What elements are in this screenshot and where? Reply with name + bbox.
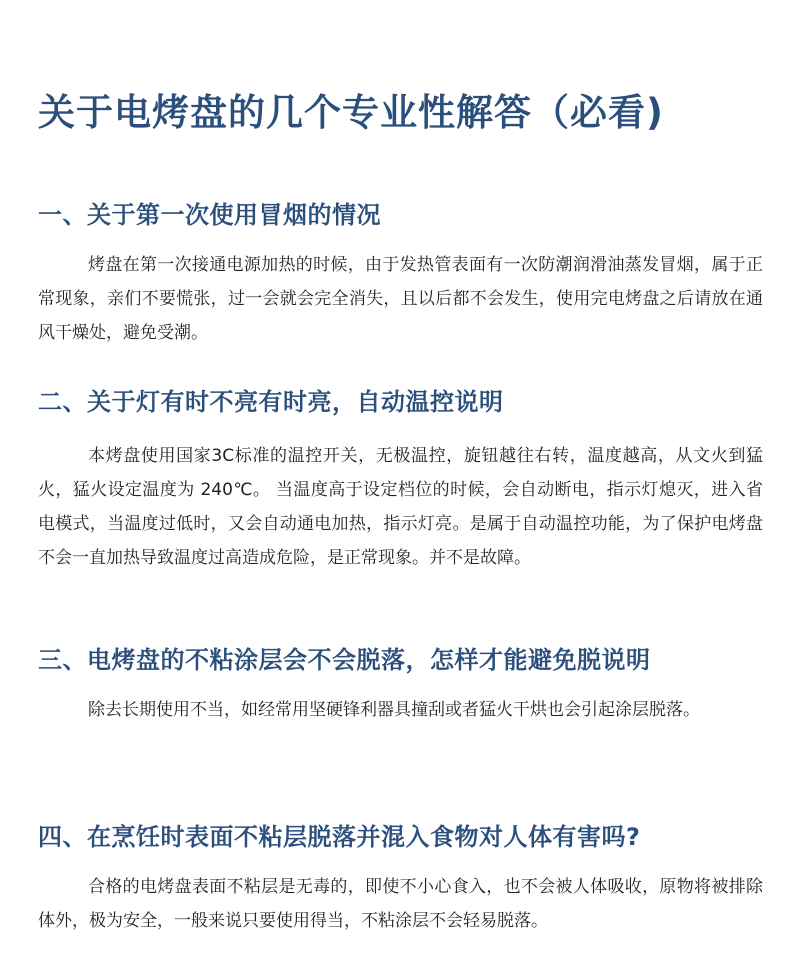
section-body: 烤盘在第一次接通电源加热的时候，由于发热管表面有一次防潮润滑油蒸发冒烟，属于正常现象，亲们不要慌张，过一会就会完全消失，且以后都不会发生，使用完电烤盘之后请放在通风干燥处，避免受潮。	[38, 255, 763, 343]
faq-section-1	[38, 195, 763, 350]
faq-section-4	[38, 817, 763, 938]
page-title: 关于电烤盘的几个专业性解答（必看)	[38, 91, 664, 134]
faq-section-3	[38, 640, 763, 727]
faq-section-2	[38, 382, 763, 575]
section-body: 除去长期使用不当，如经常用坚硬锋利器具撞刮或者猛火干烘也会引起涂层脱落。	[88, 700, 700, 720]
section-body: 本烤盘使用国家3C标准的温控开关，无极温控，旋钮越往右转，温度越高，从文火到猛火，猛火设定温度为 240℃。 当温度高于设定档位的时候，会自动断电，指示灯熄灭，进入省电模式，当温度过低时，又会自动通电加热，指示灯亮。是属于自动温控功能，为了保护电烤盘不会一直加热导致温度过高造成危险，是正常现象。并不是故障。	[38, 446, 763, 568]
section-body: 合格的电烤盘表面不粘层是无毒的，即使不小心食入，也不会被人体吸收，原物将被排除体外，极为安全，一般来说只要使用得当，不粘涂层不会轻易脱落。	[38, 877, 763, 931]
section-heading: 一、关于第一次使用冒烟的情况	[38, 201, 381, 229]
section-heading: 四、在烹饪时表面不粘层脱落并混入食物对人体有害吗?	[38, 823, 641, 851]
section-heading: 二、关于灯有时不亮有时亮，自动温控说明	[38, 388, 504, 416]
section-heading: 三、电烤盘的不粘涂层会不会脱落，怎样才能避免脱说明	[38, 646, 651, 674]
